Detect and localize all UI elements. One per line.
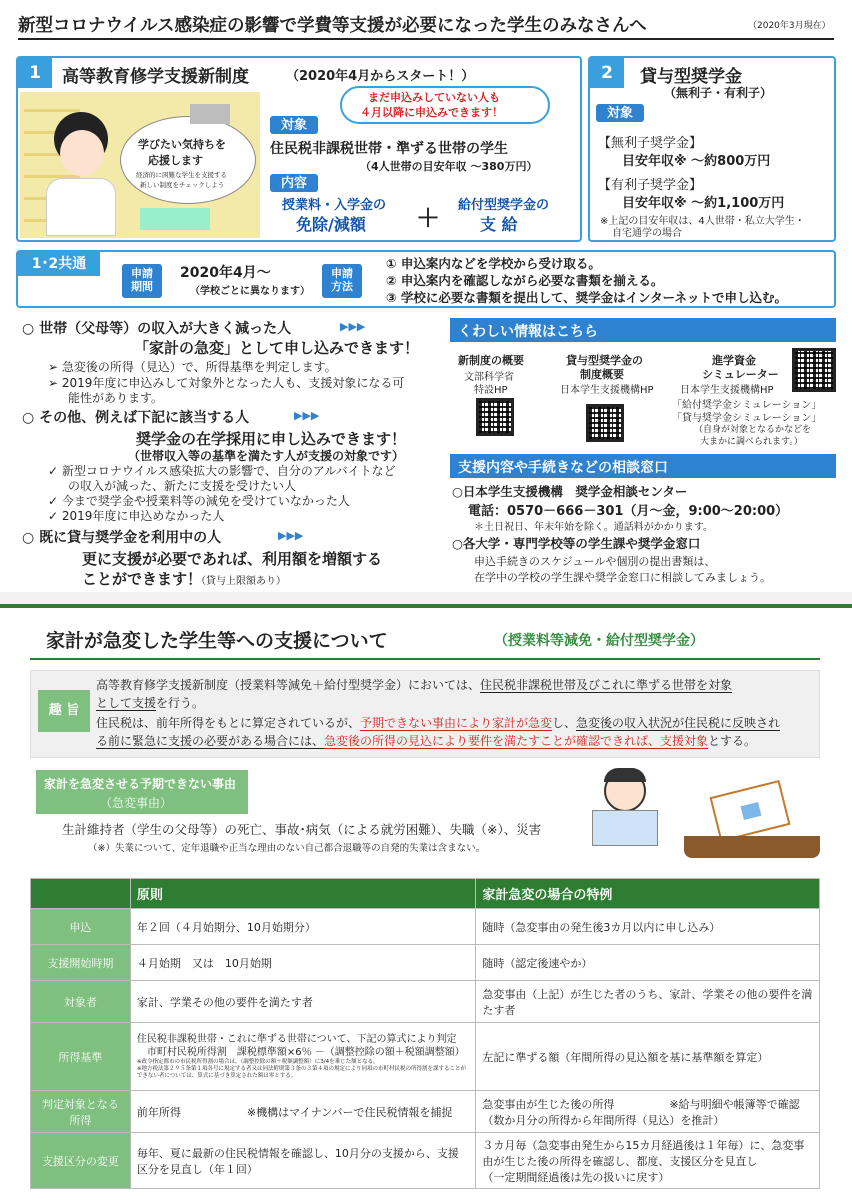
table-row	[31, 981, 820, 1023]
row-label: 申込	[31, 909, 131, 945]
building-icon	[190, 104, 230, 124]
row-label: 支援開始時期	[31, 945, 131, 981]
period-value: 2020年4月～	[180, 265, 271, 281]
case-3-arrows: ▶▶▶	[278, 529, 304, 542]
info-1-title: 新制度の概要	[458, 354, 524, 367]
section-1-number: 1	[18, 58, 52, 88]
consult-phone[interactable]: 電話：0570－666－301（月～金，9:00～20:00）	[468, 504, 789, 519]
method-step-1: ① 申込案内などを学校から受け取る。	[386, 256, 601, 271]
laptop-icon	[140, 208, 210, 230]
row-principle: ４月始期 又は 10月始期	[130, 945, 476, 981]
student-face-icon	[60, 130, 104, 176]
case-2-check-1b: の収入が減った、新たに支援を受けたい人	[68, 479, 297, 493]
row-label: 対象者	[31, 981, 131, 1023]
table-row	[31, 1133, 820, 1189]
period-label: 申請 期間	[122, 264, 162, 298]
row-principle: 年２回（４月始期分、10月始期分）	[130, 909, 476, 945]
case-3-note: （貸与上限額あり）	[196, 576, 286, 587]
top-rule	[0, 604, 852, 608]
title-underline	[30, 658, 820, 660]
section-subtitle: （授業料等減免・給付型奨学金）	[494, 633, 704, 649]
row-special: 急変事由が生じた後の所得 ※給与明細や帳簿等で確認 （数か月分の所得から年間所得（見込）を推計）	[476, 1091, 820, 1133]
row-principle: 家計、学業その他の要件を満たす者	[130, 981, 476, 1023]
student-illustration	[20, 92, 260, 238]
consult-org-2-line-1: 申込手続きのスケジュールや個別の提出書類は、	[474, 555, 716, 568]
illustration-line-4: 新しい制度をチェックしよう	[140, 181, 225, 189]
content-2b: 支 給	[480, 215, 518, 234]
target-text: 住民税非課税世帯・準ずる世帯の学生	[270, 141, 508, 157]
illustration-line-2: 応援します	[148, 154, 203, 167]
case-3-action: 更に支援が必要であれば、利用額を増額する	[82, 550, 383, 568]
info-heading: くわしい情報はこちら	[450, 318, 836, 342]
info-3-org: 日本学生支援機構HP	[680, 385, 774, 396]
row-special: 随時（認定後速やか）	[476, 945, 820, 981]
table-row	[31, 1023, 820, 1091]
qr-code-icon[interactable]	[792, 348, 836, 392]
flyer-bottom	[0, 604, 852, 1200]
info-3-note-2: 大まかに調べられます。）	[700, 437, 803, 447]
info-3-sim-2: 「貸与奨学金シミュレーション」	[672, 413, 822, 424]
case-2-note: （世帯収入等の基準を満たす人が支援の対象です）	[128, 449, 405, 463]
emergency-subheading: （急変事由）	[100, 796, 173, 810]
case-1-bullet-2b: 能性があります。	[68, 391, 164, 405]
table-row	[31, 909, 820, 945]
row-special: ３カ月毎（急変事由発生から15カ月経過後は１年毎）に、急変事由が生じた後の所得を確認し、都度、支援区分を見直し （一定期間経過後は先の扱いに戻す）	[476, 1133, 820, 1189]
content-1a: 授業料・入学金の	[282, 198, 387, 213]
section-2-number: 2	[590, 58, 624, 88]
loan-type-2: 【有利子奨学金】	[598, 178, 703, 193]
content-label: 内容	[270, 174, 318, 192]
target-label: 対象	[270, 116, 318, 134]
bubble-line-1: まだ申込みしていない人も	[368, 91, 500, 104]
purpose-line-2: として支援を行う。	[96, 696, 205, 710]
case-1-bullet-1: ➢ 急変後の所得（見込）で、所得基準を判定します。	[48, 360, 337, 374]
page-title: 新型コロナウイルス感染症の影響で学費等支援が必要になった学生のみなさんへ	[18, 16, 647, 36]
case-1-arrows: ▶▶▶	[340, 320, 366, 333]
case-3-action-2: ことができます！	[82, 570, 203, 588]
row-label: 判定対象となる所得	[31, 1091, 131, 1133]
row-principle: 前年所得 ※機構はマイナンバーで住民税情報を捕捉	[130, 1091, 476, 1133]
purpose-label: 趣 旨	[38, 690, 90, 732]
content-1b: 免除/減額	[296, 215, 366, 234]
table-corner	[31, 879, 131, 909]
loan-type-2-income: 目安年収※ ～約1,100万円	[622, 196, 785, 211]
info-2-sub: 制度概要	[580, 368, 624, 381]
period-note: （学校ごとに異なります）	[190, 286, 310, 297]
method-step-3: ③ 学校に必要な書類を提出して、奨学金はインターネットで申し込む。	[386, 290, 788, 305]
row-special: 急変事由（上記）が生じた者のうち、家計、学業その他の要件を満たす者	[476, 981, 820, 1023]
row-label: 所得基準	[31, 1023, 131, 1091]
purpose-line-4: る前に緊急に支援の必要がある場合には、急変後の所得の見込により要件を満たすことが確認できれば、支援対象とする。	[96, 734, 757, 748]
method-step-2: ② 申込案内を確認しながら必要な書類を揃える。	[386, 273, 664, 288]
case-2-action: 奨学金の在学採用に申し込みできます！	[136, 430, 407, 448]
s2-note-2: 自宅通学の場合	[612, 228, 682, 239]
emergency-reasons: 生計維持者（学生の父母等）の死亡、事故･病気（による就労困難）、失職（※）、災害	[62, 822, 542, 837]
info-3-note-1: （自身が対象となるかなどを	[694, 425, 812, 435]
plus-sign: ＋	[416, 204, 440, 232]
table-header-principle: 原則	[130, 879, 476, 909]
row-principle: 住民税非課税世帯・これに準ずる世帯について、下記の算式により判定 市町村民税所得割 課税標準額×6％ －（調整控除の額＋税額調整額） ※政令指定都市の市民税所得割の場合は、（調整控除の額＋税額調整額）に3/4を乗じた額となる。 ※地方税法第２９５条第１項各号に規定する者又は同法附則第３条の３第４項の規定により同項の市町村民税の所得割を課することができない者については、算式に基づき算定された額は零とする。	[130, 1023, 476, 1091]
method-label: 申請 方法	[322, 264, 362, 298]
emergency-heading-box	[36, 770, 248, 814]
s2-target-label: 対象	[596, 104, 644, 122]
row-principle: 毎年、夏に最新の住民税情報を確認し、10月分の支援から、支援区分を見直し（年１回）	[130, 1133, 476, 1189]
support-table	[30, 878, 820, 1189]
table-row	[31, 1091, 820, 1133]
info-3-title: 進学資金	[712, 354, 756, 367]
common-label: 1･2共通	[18, 252, 100, 276]
info-1-org: 文部科学省	[464, 372, 514, 383]
sick-person-icon	[590, 764, 660, 848]
title-rule	[18, 38, 834, 40]
qr-code-icon[interactable]	[476, 398, 514, 436]
case-2-heading: ○ その他、例えば下記に該当する人	[22, 410, 250, 426]
emergency-heading: 家計を急変させる予期できない事由	[44, 777, 237, 791]
section-1-title: 高等教育修学支援新制度	[62, 67, 249, 87]
flyer-top	[0, 0, 852, 592]
info-2-org: 日本学生支援機構HP	[560, 385, 654, 396]
qr-code-icon[interactable]	[586, 404, 624, 442]
purpose-line-1: 高等教育修学支援新制度（授業料等減免＋給付型奨学金）においては、住民税非課税世帯及びこれに準ずる世帯を対象	[96, 678, 733, 692]
consult-org-1: ○日本学生支援機構 奨学金相談センター	[452, 484, 688, 499]
consult-org-2: ○各大学・専門学校等の学生課や奨学金窓口	[452, 536, 701, 551]
section-1-start: （2020年4月からスタート！）	[286, 69, 475, 84]
consult-org-2-line-2: 在学中の学校の学生課や奨学金窓口に相談してみましょう。	[474, 571, 771, 584]
target-note: （4人世帯の目安年収 ～380万円）	[360, 160, 538, 173]
case-1-action: 「家計の急変」として申し込みできます！	[134, 339, 420, 357]
info-3-sim-1: 「給付奨学金シミュレーション」	[672, 400, 822, 411]
case-3-heading: ○ 既に貸与奨学金を利用中の人	[22, 530, 222, 546]
s2-note-1: ※上記の目安年収は、4人世帯・私立大学生・	[600, 216, 805, 227]
illustration-line-3: 経済的に困難な学生を支援する	[136, 171, 227, 179]
student-body-icon	[46, 178, 116, 236]
case-2-check-2: ✓ 今まで奨学金や授業料等の減免を受けていなかった人	[48, 494, 350, 508]
damaged-house-icon	[684, 774, 820, 862]
purpose-line-3: 住民税は、前年所得をもとに算定されているが、予期できない事由により家計が急変し、急変後の収入状況が住民税に反映され	[96, 716, 781, 730]
bubble-line-2: ４月以降に申込みできます！	[360, 106, 503, 119]
consult-heading: 支援内容や手続きなどの相談窓口	[450, 454, 836, 478]
consult-phone-note: ＊土日祝日、年末年始を除く。通話料がかかります。	[474, 522, 713, 533]
case-2-check-1: ✓ 新型コロナウイルス感染拡大の影響で、自分のアルバイトなど	[48, 464, 396, 478]
illustration-line-1: 学びたい気持ちを	[138, 138, 226, 151]
info-3-sub: シミュレーター	[702, 368, 779, 381]
info-2-title: 貸与型奨学金の	[566, 354, 643, 367]
section-2-sub: （無利子・有利子）	[664, 86, 773, 100]
row-label: 支援区分の変更	[31, 1133, 131, 1189]
case-2-check-3: ✓ 2019年度に申込めなかった人	[48, 509, 225, 523]
row-special: 随時（急変事由の発生後3カ月以内に申し込み）	[476, 909, 820, 945]
table-header-special: 家計急変の場合の特例	[476, 879, 820, 909]
case-1-heading: ○ 世帯（父母等）の収入が大きく減った人	[22, 321, 292, 337]
table-row	[31, 945, 820, 981]
row-special: 左記に準ずる額（年間所得の見込額を基に基準額を算定）	[476, 1023, 820, 1091]
loan-type-1: 【無利子奨学金】	[598, 136, 703, 151]
loan-type-1-income: 目安年収※ ～約800万円	[622, 154, 771, 169]
content-2a: 給付型奨学金の	[458, 198, 550, 213]
date-note: （2020年3月現在）	[748, 21, 831, 31]
emergency-note: （※）失業について、定年退職や正当な理由のない自己都合退職等の自発的失業は含まない。	[88, 843, 486, 854]
case-1-bullet-2: ➢ 2019年度に申込みして対象外となった人も、支援対象になる可	[48, 376, 405, 390]
section-2-title: 貸与型奨学金	[640, 67, 742, 87]
case-2-arrows: ▶▶▶	[294, 409, 320, 422]
info-1-site: 特設HP	[474, 385, 508, 396]
section-title: 家計が急変した学生等への支援について	[46, 630, 388, 652]
